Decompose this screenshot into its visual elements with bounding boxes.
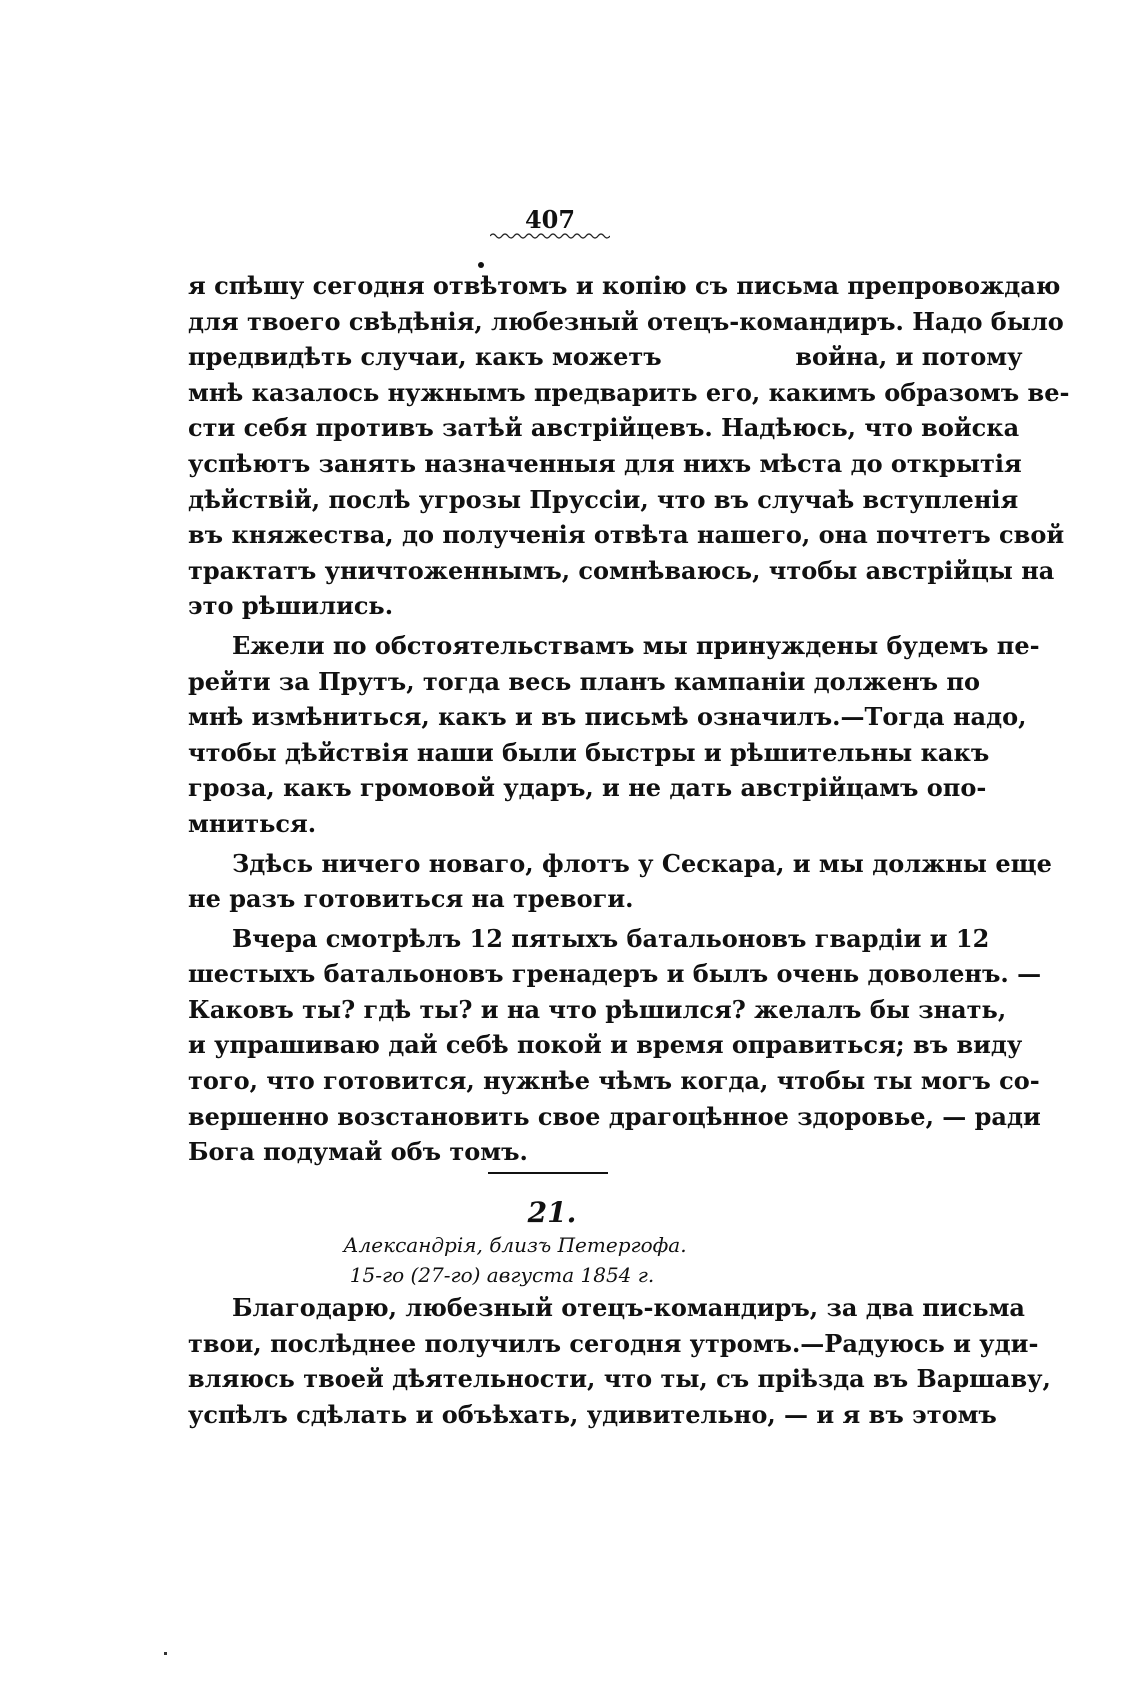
letter-date: 15-го (27-го) августа 1854 г. — [349, 1263, 655, 1287]
text-line: предвидѣть случаи, какъ можетъ война, и потому — [188, 342, 1023, 372]
text-line: шестыхъ батальоновъ гренадеръ и былъ очень доволенъ. — — [188, 959, 1042, 989]
paragraph-start-line: Вчера смотрѣлъ 12 пятыхъ батальоновъ гвардіи и 12 — [232, 923, 990, 953]
text-line: сти себя противъ затѣй австрійцевъ. Надѣюсь, что войска — [188, 413, 1020, 443]
text-line: вершенно возстановить свое драгоцѣнное здоровье, — ради — [188, 1101, 1041, 1131]
text-line: это рѣшились. — [188, 591, 394, 621]
stray-ink-mark — [164, 1652, 167, 1655]
wavy-rule — [490, 231, 610, 239]
text-line: не разъ готовиться на тревоги. — [188, 884, 634, 914]
page-number: 407 — [524, 205, 576, 234]
main-text — [188, 268, 1070, 1170]
letter-place: Александрія, близъ Петергофа. — [343, 1233, 687, 1257]
letter-heading — [188, 1196, 916, 1290]
paragraph-start-line: Благодарю, любезный отецъ-командиръ, за два письма — [232, 1293, 1025, 1322]
text-line: успѣлъ сдѣлать и объѣхать, удивительно, — и я въ этомъ — [188, 1399, 997, 1429]
letter-text — [188, 1290, 1051, 1432]
text-line: мниться. — [188, 808, 317, 838]
text-line: успѣютъ занять назначенныя для нихъ мѣста до открытія — [188, 448, 1022, 478]
text-line: въ княжества, до полученія отвѣта нашего, она почтетъ свой — [188, 520, 1065, 550]
text-line: вляюсь твоей дѣятельности, что ты, съ пріѣзда въ Варшаву, — [188, 1364, 1051, 1394]
text-line: гроза, какъ громовой ударъ, и не дать австрійцамъ опо- — [188, 773, 987, 803]
text-line: дѣйствій, послѣ угрозы Пруссіи, что въ случаѣ вступленія — [188, 484, 1019, 514]
text-line: чтобы дѣйствія наши были быстры и рѣшительны какъ — [188, 737, 990, 767]
text-line: я спѣшу сегодня отвѣтомъ и копію съ письма препровождаю — [188, 271, 1061, 300]
text-line: Каковъ ты? гдѣ ты? и на что рѣшился? желалъ бы знать, — [188, 994, 1007, 1024]
letter-number: 21. — [527, 1196, 577, 1229]
text-line: твои, послѣднее получилъ сегодня утромъ.—Радуюсь и уди- — [188, 1328, 1039, 1358]
section-divider — [488, 1172, 608, 1174]
text-line: трактатъ уничтоженнымъ, сомнѣваюсь, чтобы австрійцы на — [188, 555, 1055, 585]
text-line: рейти за Прутъ, тогда весь планъ кампаніи долженъ по — [188, 666, 980, 696]
text-line: для твоего свѣдѣнія, любезный отецъ-командиръ. Надо было — [188, 306, 1064, 336]
paragraph-start-line: Здѣсь ничего новаго, флотъ у Сескара, и мы должны еще — [232, 848, 1052, 878]
text-line: мнѣ казалось нужнымъ предварить его, какимъ образомъ ве- — [188, 377, 1070, 407]
text-line: Бога подумай объ томъ. — [188, 1137, 528, 1167]
text-line: того, что готовится, нужнѣе чѣмъ когда, чтобы ты могъ со- — [188, 1066, 1040, 1096]
text-line: и упрашиваю дай себѣ покой и время оправиться; въ виду — [188, 1030, 1023, 1060]
text-line: мнѣ измѣниться, какъ и въ письмѣ означилъ.—Тогда надо, — [188, 702, 1027, 732]
paragraph-start-line: Ежели по обстоятельствамъ мы принуждены будемъ пе- — [232, 630, 1040, 660]
